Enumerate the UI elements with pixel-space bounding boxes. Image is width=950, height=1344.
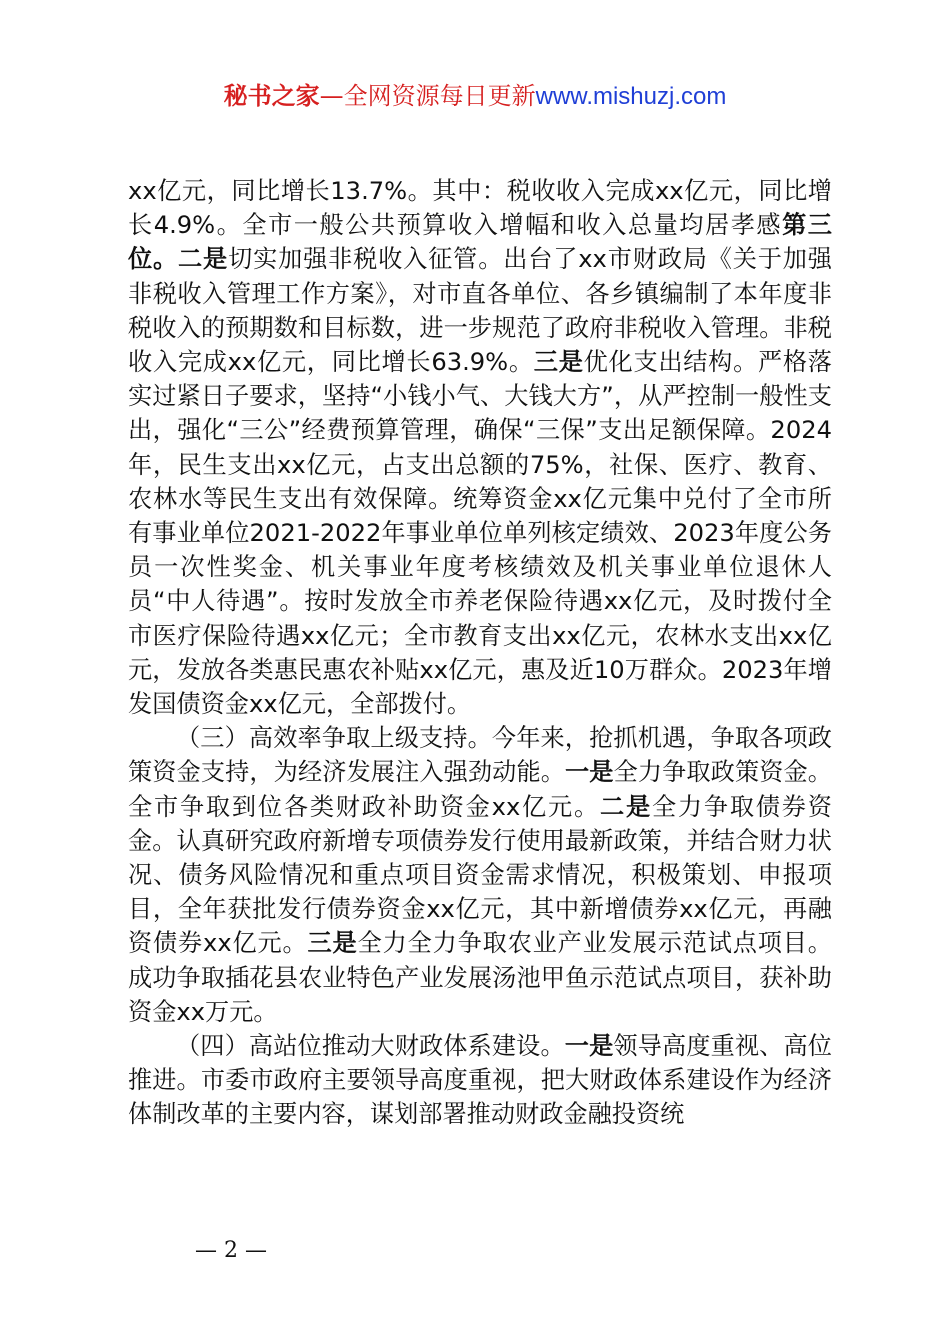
header-brand: 秘书之家 (223, 82, 320, 110)
text-run: （三）高效率争取上级支持。今年来，抢抓机遇，争取各项政策资金支持，为经济发展注入强劲动能。 (128, 724, 832, 787)
text-run: 全力全力争取农业产业发展示范试点项目。成功争取插花县农业特色产业发展汤池甲鱼示范试点项目，获补助资金xx万元。 (128, 929, 832, 1026)
bold-run: 第三位。二是 (128, 211, 832, 274)
header-tagline: —全网资源每日更新 (319, 82, 536, 110)
footer-dash-right: — (245, 1238, 267, 1263)
bold-run: 一是 (565, 758, 614, 787)
bold-run: 一是 (564, 1032, 614, 1061)
document-body (128, 174, 832, 1132)
bold-run: 三是 (533, 348, 584, 377)
footer-dash-left: — (195, 1238, 217, 1263)
header-site-link[interactable]: www.mishuzj.com (535, 83, 727, 110)
page-footer (0, 1236, 300, 1266)
text-run: （四）高站位推动大财政体系建设。 (176, 1032, 565, 1061)
paragraph (128, 721, 832, 1029)
paragraph (128, 1029, 832, 1132)
text-run: xx亿元，同比增长13.7%。其中：税收收入完成xx亿元，同比增长4.9%。全市一般公共预算收入增幅和收入总量均居孝感 (128, 177, 832, 240)
bold-run: 二是 (599, 792, 652, 821)
paragraph (128, 174, 832, 721)
page-number: 2 (224, 1238, 238, 1263)
document-header (0, 80, 950, 113)
text-run: 优化支出结构。严格落实过紧日子要求，坚持“小钱小气、大钱大方”，从严控制一般性支出，强化“三公”经费预算管理，确保“三保”支出足额保障。2024年，民生支出xx亿元，占支出总额的75%，社保、医疗、教育、农林水等民生支出有效保障。统筹资金xx亿元集中兑付了全市所有事业单位2021-2022年事业单位单列核定绩效、2023年度公务员一次性奖金、机关事业年度考核绩效及机关事业单位退休人员“中人待遇”。按时发放全市养老保险待遇xx亿元，及时拨付全市医疗保险待遇xx亿元；全市教育支出xx亿元，农林水支出xx亿元，发放各类惠民惠农补贴xx亿元，惠及近10万群众。2023年增发国债资金xx亿元，全部拨付。 (128, 348, 832, 719)
text-run: 全力争取政策资金。全市争取到位各类财政补助资金xx亿元。 (128, 758, 832, 821)
bold-run: 三是 (307, 929, 358, 958)
text-run: 领导高度重视、高位推进。市委市政府主要领导高度重视，把大财政体系建设作为经济体制改革的主要内容，谋划部署推动财政金融投资统 (128, 1032, 832, 1129)
text-run: 切实加强非税收入征管。出台了xx市财政局《关于加强非税收入管理工作方案》，对市直各单位、各乡镇编制了本年度非税收入的预期数和目标数，进一步规范了政府非税收入管理。非税收入完成xx亿元，同比增长63.9%。 (128, 245, 832, 377)
text-run: 全力争取债券资金。认真研究政府新增专项债券发行使用最新政策，并结合财力状况、债务风险情况和重点项目资金需求情况，积极策划、申报项目，全年获批发行债券资金xx亿元，其中新增债券xx亿元，再融资债券xx亿元。 (128, 792, 832, 958)
